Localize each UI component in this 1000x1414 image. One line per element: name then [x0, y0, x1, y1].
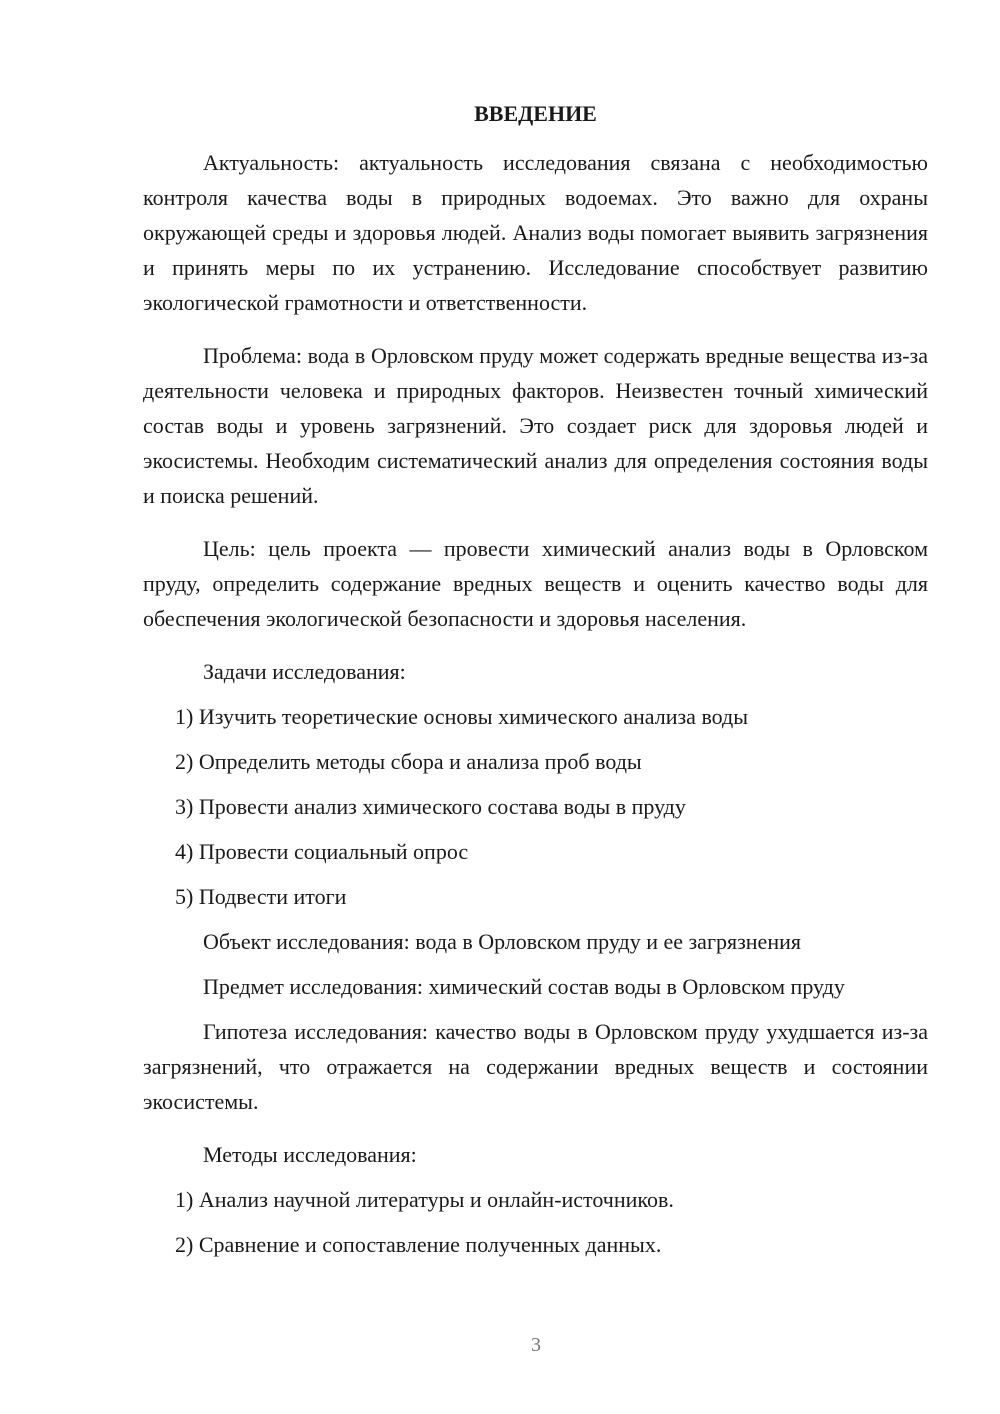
object-line: Объект исследования: вода в Орловском пруду и ее загрязнения: [203, 929, 801, 954]
list-item: 4) Провести социальный опрос: [175, 839, 469, 864]
methods-heading: Методы исследования:: [203, 1142, 417, 1167]
tasks-list: [143, 699, 928, 914]
list-item: 2) Определить методы сбора и анализа проб воды: [175, 749, 642, 774]
methods-list: [143, 1182, 928, 1262]
page-title: ВВЕДЕНИЕ: [474, 101, 597, 126]
list-item: 5) Подвести итоги: [175, 884, 347, 909]
problem-paragraph: Проблема: вода в Орловском пруду может содержать вредные вещества из-за деятельности человека и природных факторов. Неизвестен точный химический состав воды и уровень загрязнений. Это создает риск для здоровья людей и экосистемы. Необходим систематический анализ для определения состояния воды и поиска решений.: [143, 343, 928, 508]
list-item: 2) Сравнение и сопоставление полученных данных.: [175, 1232, 662, 1257]
list-item: 3) Провести анализ химического состава воды в пруду: [175, 794, 686, 819]
spacer: [143, 523, 928, 531]
tasks-heading: Задачи исследования:: [203, 659, 406, 684]
relevance-paragraph: Актуальность: актуальность исследования связана с необходимостью контроля качества воды в природных водоемах. Это важно для охраны окружающей среды и здоровья людей. Анализ воды помогает выявить загрязнения и принять меры по их устранению. Исследование способствует развитию экологической грамотности и ответственности.: [143, 150, 928, 315]
spacer: [143, 330, 928, 338]
goal-paragraph: Цель: цель проекта — провести химический анализ воды в Орловском пруду, определить содержание вредных веществ и оценить качество воды для обеспечения экологической безопасности и здоровья населения.: [143, 536, 928, 631]
list-item: 1) Анализ научной литературы и онлайн-источников.: [175, 1187, 674, 1212]
subject-line: Предмет исследования: химический состав воды в Орловском пруду: [203, 974, 845, 999]
spacer: [143, 646, 928, 654]
spacer: [143, 1129, 928, 1137]
hypothesis-paragraph: Гипотеза исследования: качество воды в Орловском пруду ухудшается из-за загрязнений, что отражается на содержании вредных веществ и состоянии экосистемы.: [143, 1019, 928, 1114]
list-item: 1) Изучить теоретические основы химического анализа воды: [175, 704, 749, 729]
page-number: 3: [531, 1334, 541, 1356]
